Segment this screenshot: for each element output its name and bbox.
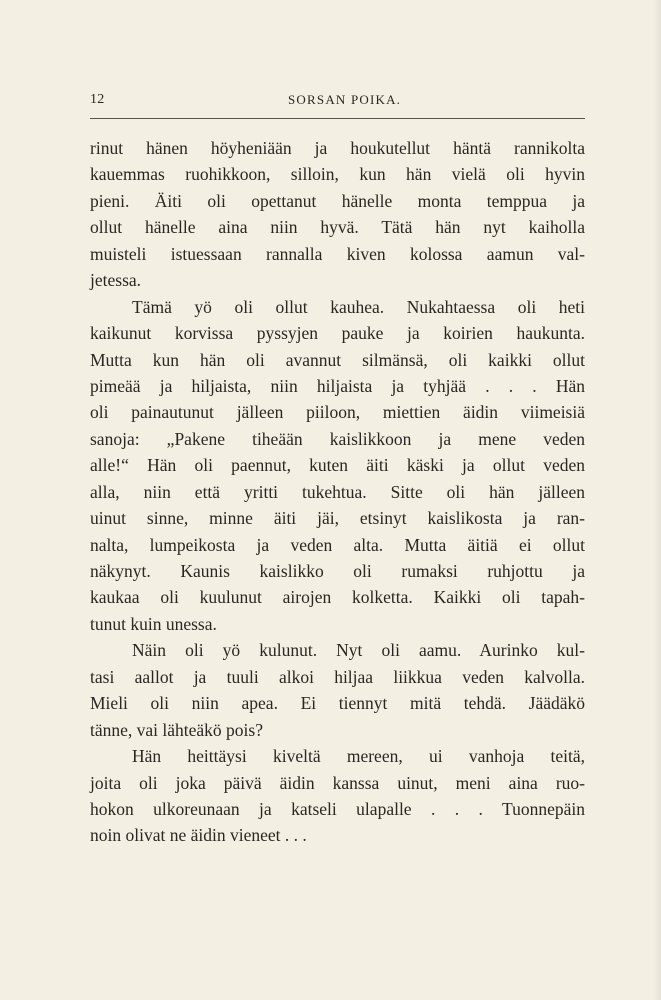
- text-line: Mutta kun hän oli avannut silmänsä, oli kaikki ollut: [90, 349, 585, 370]
- text-line: nalta, lumpeikosta ja veden alta. Mutta äitiä ei ollut: [90, 534, 585, 555]
- text-line: kaikunut korvissa pyssyjen pauke ja koirien haukunta.: [90, 323, 585, 344]
- text-line: tasi aallot ja tuuli alkoi hiljaa liikkua veden kalvolla.: [90, 666, 585, 687]
- text-line: alle!“ Hän oli paennut, kuten äiti käski ja ollut veden: [90, 455, 585, 476]
- paragraph-end-line: jetessa.: [90, 270, 142, 291]
- body-text: [90, 135, 585, 849]
- paragraph-first-line: Hän heittäysi kiveltä mereen, ui vanhoja teitä,: [132, 746, 585, 767]
- text-line: muisteli istuessaan rannalla kiven kolossa aamun val-: [90, 243, 585, 264]
- paragraph-first-line: Tämä yö oli ollut kauhea. Nukahtaessa oli heti: [132, 296, 585, 317]
- text-line: Mieli oli niin apea. Ei tiennyt mitä tehdä. Jäädäkö: [90, 693, 585, 714]
- text-line: uinut sinne, minne äiti jäi, etsinyt kaislikosta ja ran-: [90, 508, 585, 529]
- text-line: kaukaa oli kuulunut airojen kolketta. Kaikki oli tapah-: [90, 587, 585, 608]
- running-title: SORSAN POIKA.: [288, 92, 402, 107]
- header-rule: [90, 118, 585, 119]
- paragraph-first-line: Näin oli yö kulunut. Nyt oli aamu. Aurinko kul-: [132, 640, 585, 661]
- text-line: joita oli joka päivä äidin kanssa uinut, meni aina ruo-: [90, 772, 585, 793]
- text-line: kauemmas ruohikkoon, silloin, kun hän vielä oli hyvin: [90, 164, 585, 185]
- text-line: pimeää ja hiljaista, niin hiljaista ja tyhjää . . . Hän: [90, 375, 585, 396]
- paragraph-end-line: tänne, vai lähteäkö pois?: [90, 719, 263, 740]
- text-line: alla, niin että yritti tukehtua. Sitte oli hän jälleen: [90, 481, 585, 502]
- text-line: rinut hänen höyheniään ja houkutellut häntä rannikolta: [90, 138, 585, 158]
- paragraph-end-line: tunut kuin unessa.: [90, 613, 217, 634]
- paragraph-end-line: noin olivat ne äidin vieneet . . .: [90, 825, 307, 846]
- text-line: oli painautunut jälleen piiloon, miettien äidin viimeisiä: [90, 402, 585, 423]
- page-header: [90, 92, 585, 116]
- text-line: hokon ulkoreunaan ja katseli ulapalle . . . Tuonnepäin: [90, 798, 585, 819]
- text-line: pieni. Äiti oli opettanut hänelle monta temppua ja: [90, 190, 585, 211]
- text-line: näkynyt. Kaunis kaislikko oli rumaksi ruhjottu ja: [90, 561, 585, 581]
- text-line: ollut hänelle aina niin hyvä. Tätä hän nyt kaiholla: [90, 217, 585, 238]
- page-number: 12: [90, 92, 105, 107]
- page-edge-shadow: [653, 0, 661, 1000]
- text-line: sanoja: „Pakene tiheään kaislikkoon ja mene veden: [90, 428, 585, 449]
